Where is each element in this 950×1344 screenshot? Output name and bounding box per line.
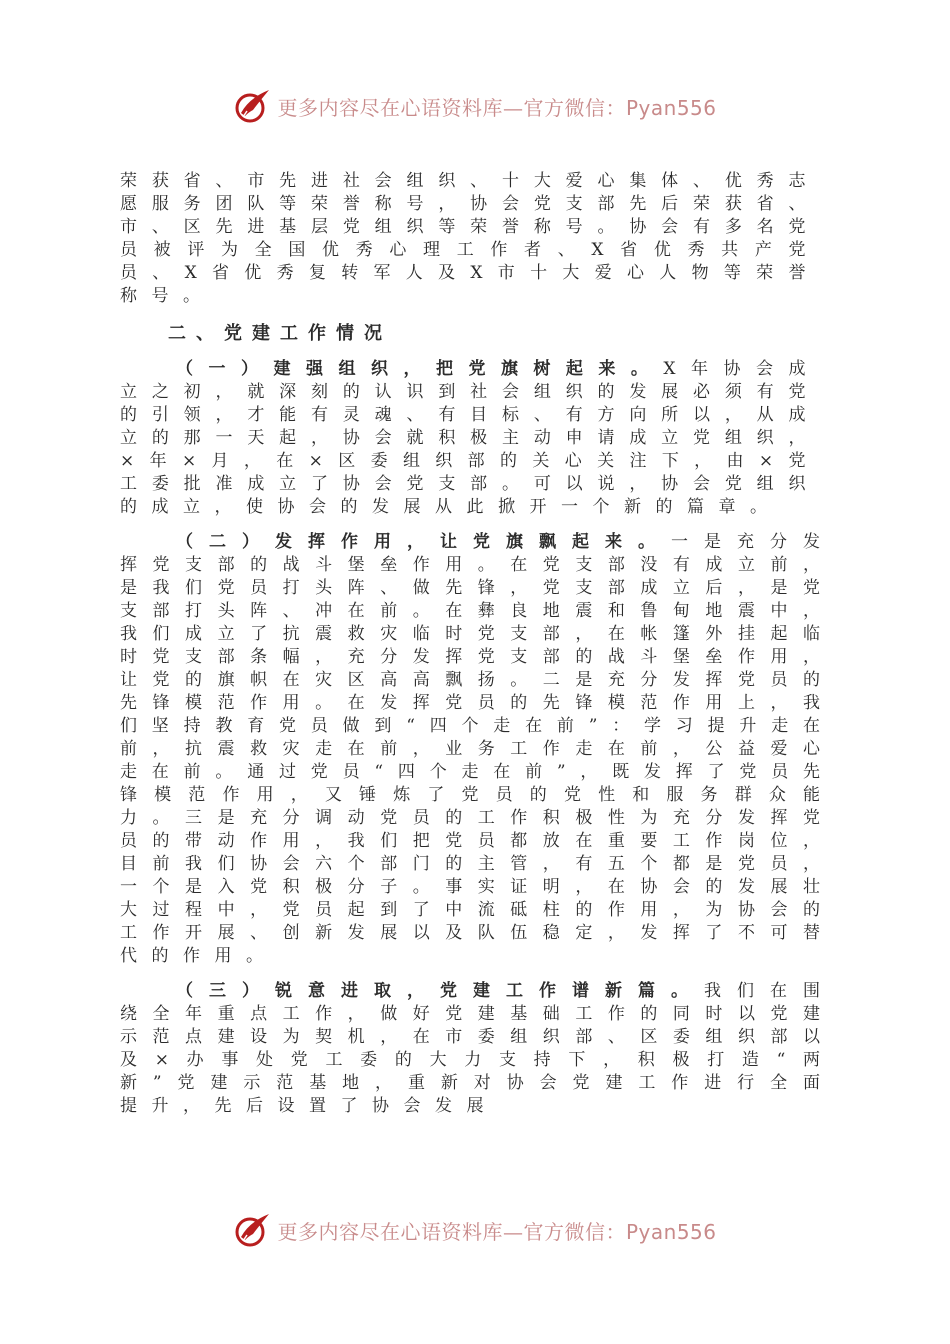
section-body-1: X年协会成立之初，就深刻的认识到社会组织的发展必须有党的引领，才能有灵魂、有目标、有方向所以，从成立的那一天起，协会就积极主动申请成立党组织，×年×月，在×区委组织部的关心关注下，由×党工委批准成立了协会党支部。可以说，协会党组织的成立，使协会的发展从此掀开一个新的篇章。 [120, 359, 821, 517]
section-lead-3: （三）锐意进取，党建工作谱新篇。 [176, 981, 704, 1001]
header-banner [0, 84, 950, 128]
section-body-3: 我们在围绕全年重点工作，做好党建基础工作的同时以党建示范点建设为契机，在市委组织部、区委组织部以及×办事处党工委的大力支持下，积极打造“两新”党建示范基地，重新对协会党建工作进行全面提升，先后设置了协会发展 [120, 981, 835, 1116]
wechat-id: Pyan556 [625, 1219, 717, 1244]
section-heading: 二、党建工作情况 [168, 323, 392, 344]
section-paragraph-3 [120, 980, 835, 1118]
document-body [120, 170, 835, 1118]
quill-logo-icon [233, 1210, 273, 1250]
section-body-2: 一是充分发挥党支部的战斗堡垒作用。在党支部没有成立前，是我们党员打头阵、做先锋，党支部成立后，是党支部打头阵、冲在前。在彝良地震和鲁甸地震中，我们成立了抗震救灾临时党支部，在帐篷外挂起临时党支部条幅，充分发挥党支部的战斗堡垒作用，让党的旗帜在灾区高高飘扬。二是充分发挥党员的先锋模范作用。在发挥党员的先锋模范作用上，我们坚持教育党员做到“四个走在前”：学习提升走在前，抗震救灾走在前，业务工作走在前，公益爱心走在前。通过党员“四个走在前”，既发挥了党员先锋模范作用，又锤炼了党员的党性和服务群众能力。三是充分调动党员的工作积极性为充分发挥党员的带动作用，我们把党员都放在重要工作岗位，目前我们协会六个部门的主管，有五个都是党员，一个是入党积极分子。事实证明，在协会的发展壮大过程中，党员起到了中流砥柱的作用，为协会的工作开展、创新发展以及队伍稳定，发挥了不可替代的作用。 [120, 532, 835, 966]
banner-text: 更多内容尽在心语资料库—官方微信：Pyan556 [277, 95, 717, 120]
quill-logo-icon [233, 86, 273, 126]
section-lead-2: （二）发挥作用，让党旗飘起来。 [176, 532, 671, 552]
section-lead-1: （一）建强组织，把党旗树起来。 [176, 359, 664, 379]
footer-banner [0, 1208, 950, 1252]
section-paragraph-1 [120, 358, 820, 519]
wechat-id: Pyan556 [625, 95, 717, 120]
section-paragraph-2 [120, 531, 835, 968]
intro-paragraph: 荣获省、市先进社会组织、十大爱心集体、优秀志愿服务团队等荣誉称号，协会党支部先后荣获省、市、区先进基层党组织等荣誉称号。协会有多名党员被评为全国优秀心理工作者、X省优秀共产党员、X省优秀复转军人及X市十大爱心人物等荣誉称号。 [120, 171, 820, 306]
banner-text: 更多内容尽在心语资料库—官方微信：Pyan556 [277, 1219, 717, 1244]
